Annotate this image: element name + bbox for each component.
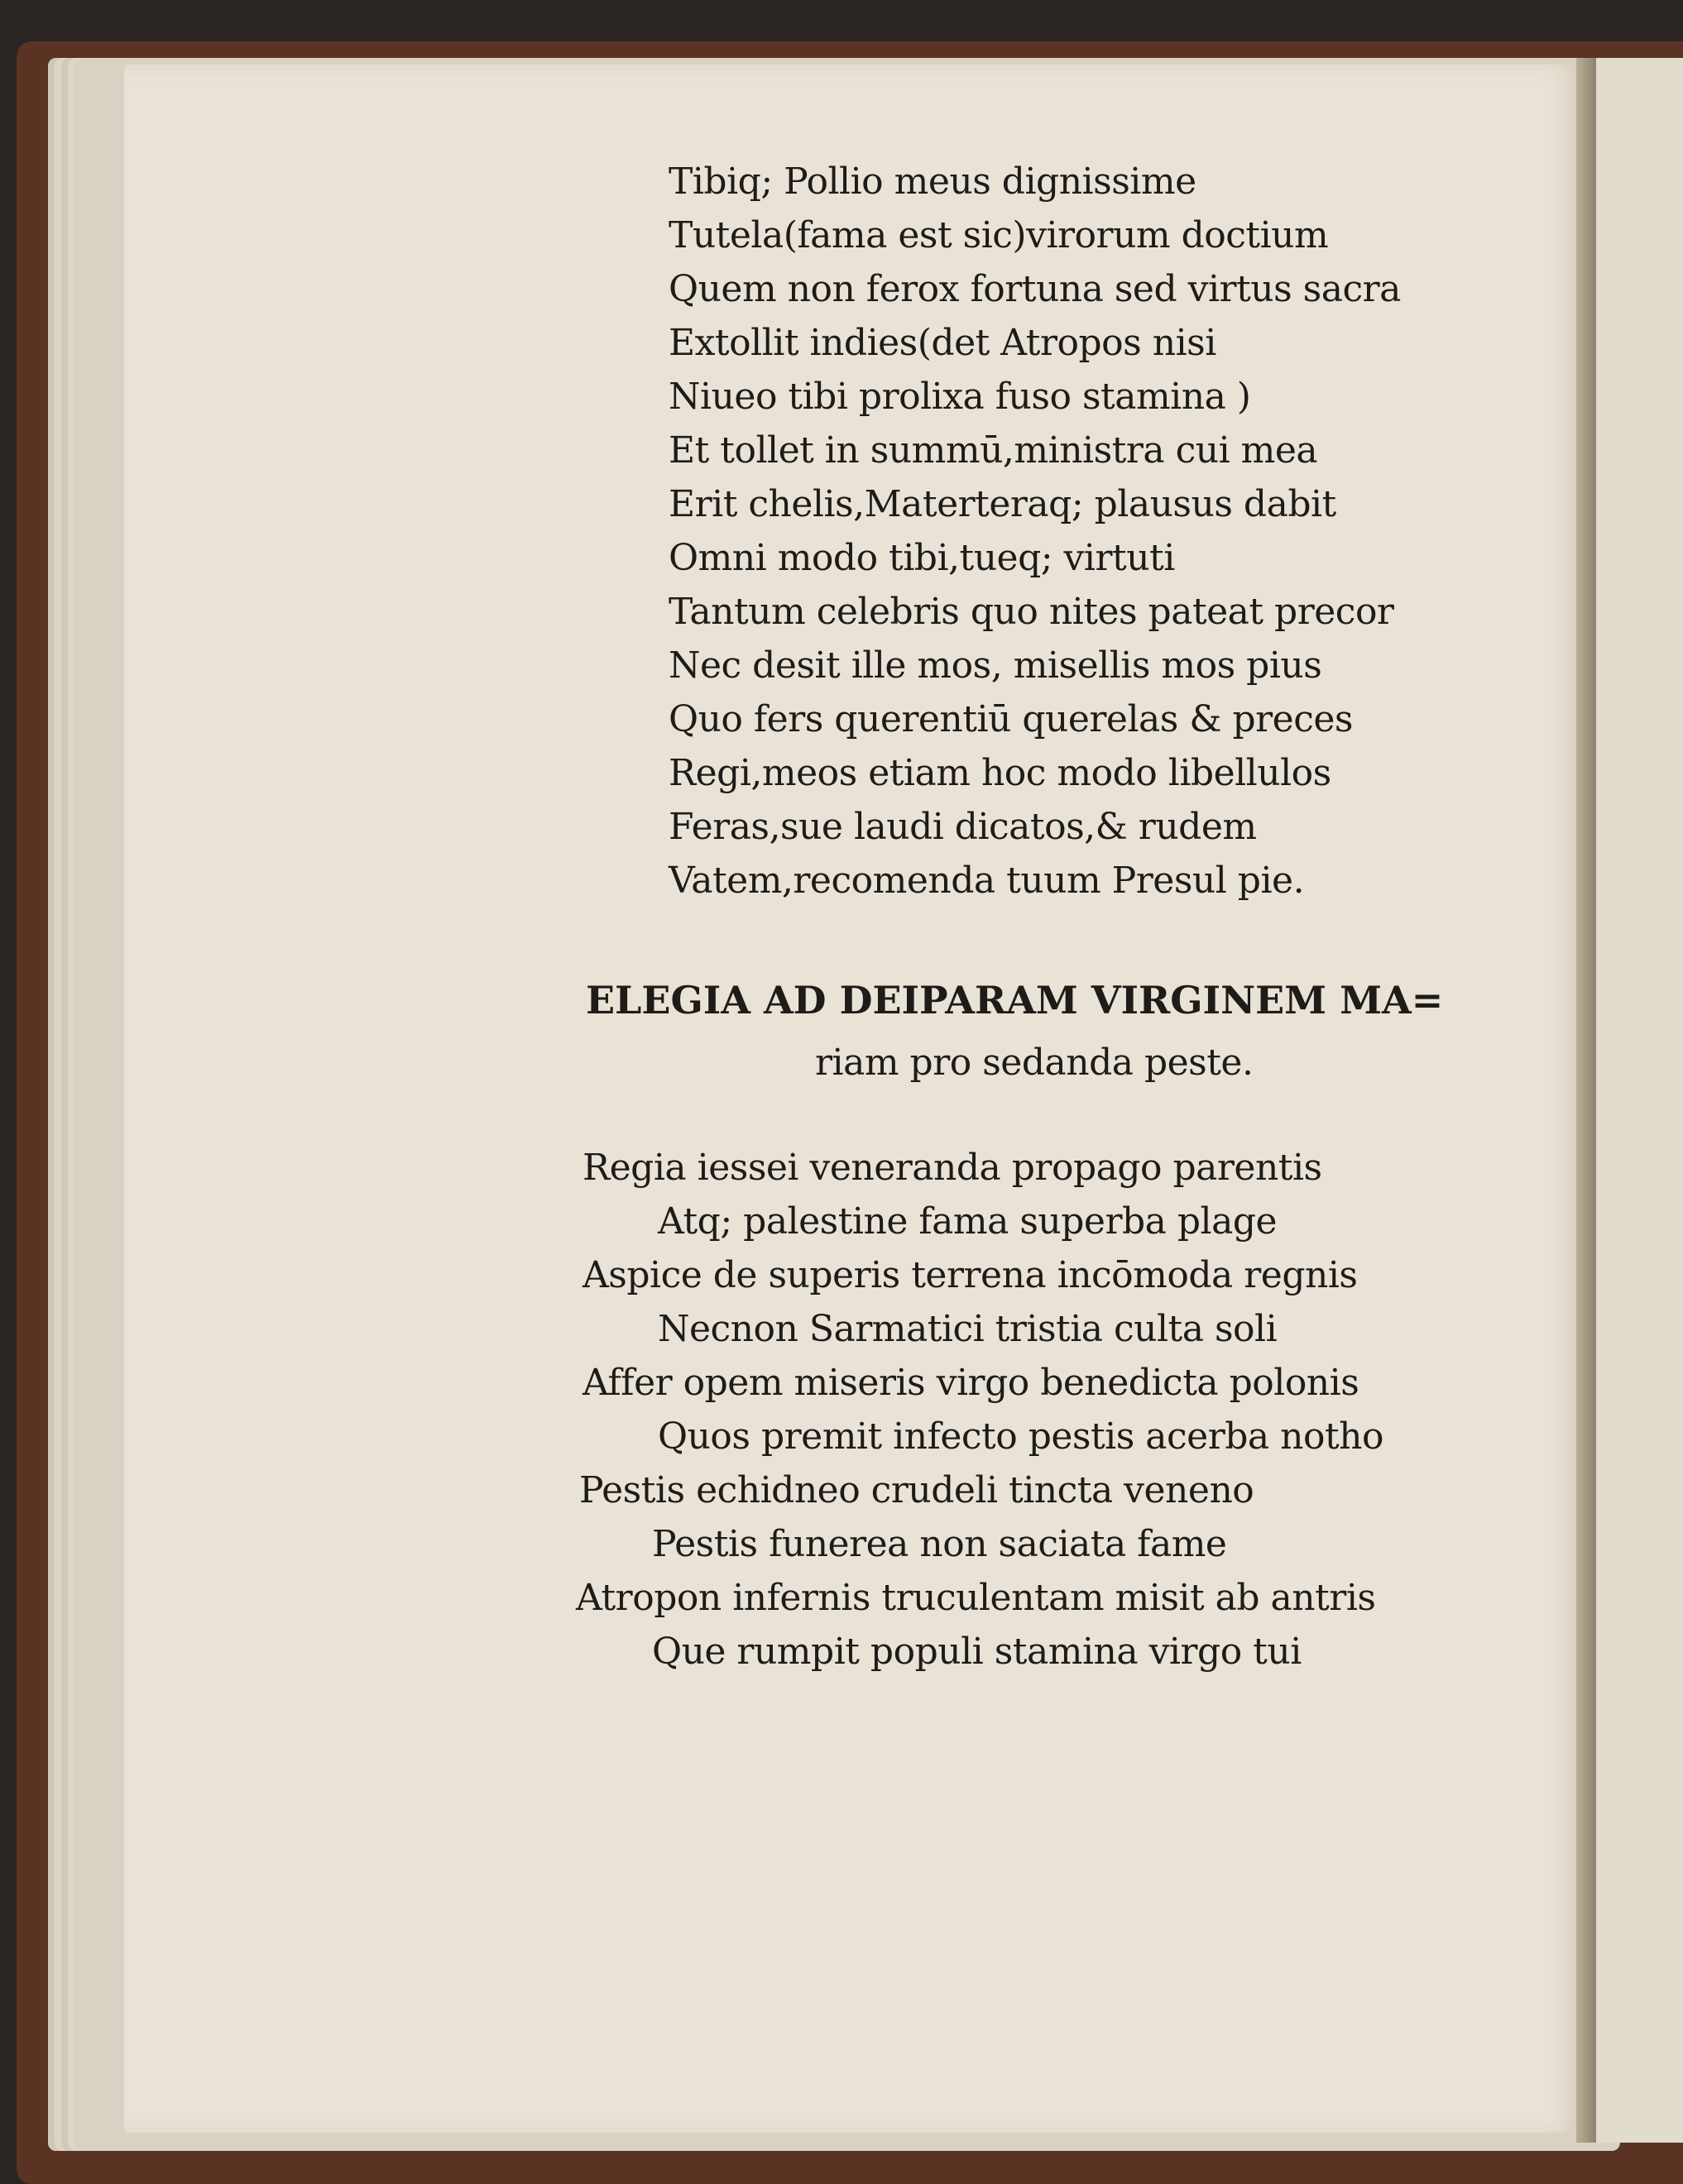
poem-line: Pestis funerea non saciata fame <box>652 1523 1227 1565</box>
poem-line: Necnon Sarmatici tristia culta soli <box>658 1308 1278 1350</box>
poem-line: Regia iessei veneranda propago parentis <box>583 1147 1322 1189</box>
poem-line: Et tollet in summū,ministra cui mea <box>669 429 1318 472</box>
poem-line: Aspice de superis terrena incōmoda regnis <box>583 1254 1358 1296</box>
poem-line: Affer opem miseris virgo benedicta polonis <box>583 1362 1359 1404</box>
poem-line: Feras,sue laudi dicatos,& rudem <box>669 806 1257 848</box>
poem-line: Vatem,recomenda tuum Presul pie. <box>669 860 1305 902</box>
poem-line: Omni modo tibi,tueq; virtuti <box>669 537 1175 579</box>
poem-line: Que rumpit populi stamina virgo tui <box>652 1631 1302 1673</box>
section-heading: ELEGIA AD DEIPARAM VIRGINEM MA= <box>586 978 1444 1023</box>
poem-line: Atropon infernis truculentam misit ab antris <box>576 1577 1376 1619</box>
poem-line: Pestis echidneo crudeli tincta veneno <box>579 1469 1254 1511</box>
poem-line: Quos premit infecto pestis acerba notho <box>658 1415 1383 1458</box>
poem-line: Tibiq; Pollio meus dignissime <box>669 160 1196 203</box>
poem-line: Atq; palestine fama superba plage <box>658 1200 1278 1243</box>
poem-line: Tutela(fama est sic)virorum doctium <box>669 214 1329 256</box>
poem-line: Quo fers querentiū querelas & preces <box>669 698 1353 740</box>
poem-line: Nec desit ille mos, misellis mos pius <box>669 644 1322 687</box>
poem-line: Regi,meos etiam hoc modo libellulos <box>669 752 1331 794</box>
poem-line: Erit chelis,Materteraq; plausus dabit <box>669 483 1336 525</box>
poem-line: Quem non ferox fortuna sed virtus sacra <box>669 268 1401 310</box>
poem-line: Tantum celebris quo nites pateat precor <box>669 591 1394 633</box>
poem-line: Extollit indies(det Atropos nisi <box>669 322 1216 364</box>
section-heading-continuation: riam pro sedanda peste. <box>815 1042 1254 1084</box>
poem-line: Niueo tibi prolixa fuso stamina ) <box>669 376 1251 418</box>
